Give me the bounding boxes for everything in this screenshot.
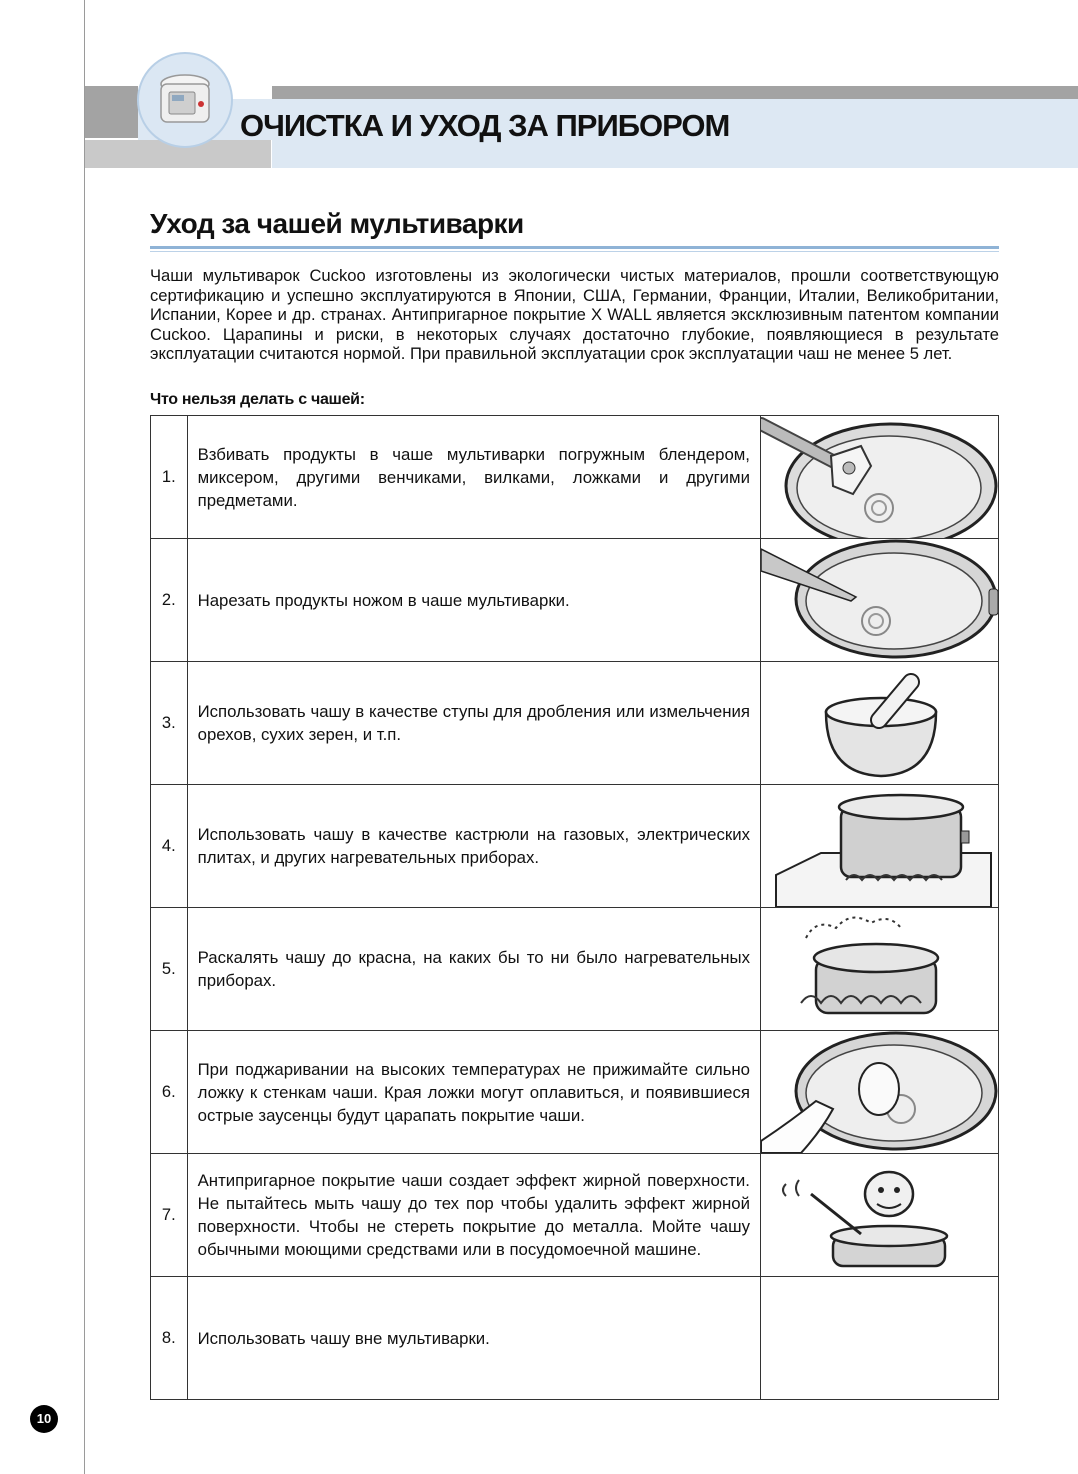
rule-text: При поджаривании на высоких температурах не прижимайте сильно ложку к стенкам чаши. Края ложки могут оплавиться, и появившиеся острые заусенцы будут царапать покрытие чаши. <box>187 1031 760 1154</box>
intro-paragraph: Чаши мультиварок Cuckoo изготовлены из экологически чистых материалов, прошли соответствующую сертификацию и успешно эксплуатируются в Японии, США, Германии, Франции, Италии, Великобритании, Испании, Корее и др. странах. Антипригарное покрытие X WALL является эксклюзивным патентом компании Cuckoo. Царапины и риски, в некоторых случаях достаточно глубокие, появляющиеся в результате эксплуатации считаются нормой. При правильной эксплуатации срок эксплуатации чаш не менее 5 лет. <box>150 266 999 364</box>
spoon-in-bowl-icon <box>760 1031 998 1154</box>
rice-cooker-icon <box>137 52 233 148</box>
rule-number: 8. <box>151 1277 188 1400</box>
rules-subheading: Что нельзя делать с чашей: <box>150 391 365 408</box>
table-row <box>151 539 999 662</box>
rule-text: Раскалять чашу до красна, на каких бы то ни было нагревательных приборах. <box>187 908 760 1031</box>
table-row <box>151 1277 999 1400</box>
rules-table <box>150 415 999 1400</box>
page-margin-line <box>84 0 85 1474</box>
rule-text: Использовать чашу в качестве ступы для дробления или измельчения орехов, сухих зерен, и т.п. <box>187 662 760 785</box>
rule-number: 3. <box>151 662 188 785</box>
header-band-gray-top <box>272 86 1078 99</box>
rule-number: 6. <box>151 1031 188 1154</box>
blender-in-bowl-icon <box>760 416 998 539</box>
rule-number: 2. <box>151 539 188 662</box>
table-row <box>151 785 999 908</box>
section-title: Уход за чашей мультиварки <box>150 208 524 239</box>
header-band-gray-left <box>85 86 138 138</box>
page-number-badge: 10 <box>30 1405 58 1433</box>
rule-number: 7. <box>151 1154 188 1277</box>
page-title: ОЧИСТКА И УХОД ЗА ПРИБОРОМ <box>240 108 730 143</box>
section-rule-thin <box>150 251 999 252</box>
table-row <box>151 908 999 1031</box>
table-row <box>151 662 999 785</box>
section-rule <box>150 246 999 249</box>
empty-picture-cell <box>760 1277 998 1400</box>
bowl-on-stove-icon <box>760 785 998 908</box>
rule-text: Использовать чашу вне мультиварки. <box>187 1277 760 1400</box>
bowl-overheating-icon <box>760 908 998 1031</box>
rule-text: Нарезать продукты ножом в чаше мультиварки. <box>187 539 760 662</box>
mortar-pestle-icon <box>760 662 998 785</box>
man-scrubbing-bowl-icon <box>760 1154 998 1277</box>
table-row <box>151 416 999 539</box>
table-row <box>151 1154 999 1277</box>
rule-number: 4. <box>151 785 188 908</box>
rule-number: 5. <box>151 908 188 1031</box>
rule-text: Использовать чашу в качестве кастрюли на газовых, электрических плитах, и других нагревательных приборах. <box>187 785 760 908</box>
knife-in-bowl-icon <box>760 539 998 662</box>
rule-text: Антипригарное покрытие чаши создает эффект жирной поверхности. Не пытайтесь мыть чашу до тех пор чтобы удалить эффект жирной поверхности. Чтобы не стереть покрытие до металла. Мойте чашу обычными моющими средствами или в посудомоечной машине. <box>187 1154 760 1277</box>
table-row <box>151 1031 999 1154</box>
rule-text: Взбивать продукты в чаше мультиварки погружным блендером, миксером, другими венчиками, вилками, ложками и другими предметами. <box>187 416 760 539</box>
rule-number: 1. <box>151 416 188 539</box>
